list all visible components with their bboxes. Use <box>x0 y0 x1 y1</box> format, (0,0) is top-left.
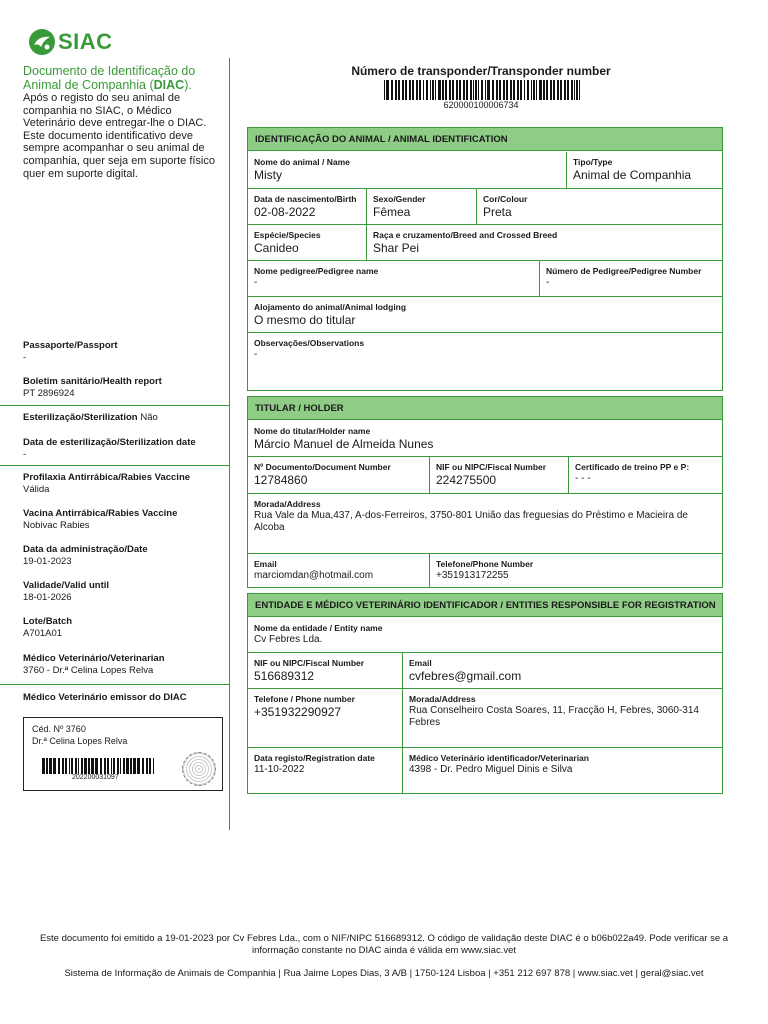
siac-logo-icon <box>28 28 56 56</box>
animal-type-cell: Tipo/Type Animal de Companhia <box>567 152 722 189</box>
breed-cell: Raça e cruzamento/Breed and Crossed Breed Shar Pei <box>367 225 722 261</box>
sterilization-date-field: Data de esterilização/Sterilization date - <box>23 437 196 460</box>
colour-cell: Cor/Colour Preta <box>477 189 722 225</box>
registration-date-cell: Data registo/Registration date 11-10-2022 <box>248 748 403 793</box>
diac-issuer-label: Médico Veterinário emissor do DIAC <box>23 692 187 703</box>
divider <box>0 465 229 466</box>
entity-nif-cell: NIF ou NIPC/Fiscal Number 516689312 <box>248 653 403 689</box>
passport-field: Passaporte/Passport - <box>23 340 118 363</box>
holder-name-cell: Nome do titular/Holder name Márcio Manuel de Almeida Nunes <box>248 421 722 457</box>
holder-phone-cell: Telefone/Phone Number +351913172255 <box>436 559 534 581</box>
stamp-ced: Céd. Nº 3760 <box>32 724 86 734</box>
transponder-number: 620000100006734 <box>443 100 519 110</box>
system-contact-footer: Sistema de Informação de Animais de Companhia | Rua Jaime Lopes Dias, 3 A/B | 1750-124 Lisboa | +351 212 697 878 | www.siac.vet | geral@siac.vet <box>64 968 704 979</box>
species-cell: Espécie/Species Canideo <box>248 225 367 261</box>
document-number-cell: Nº Documento/Document Number 12784860 <box>248 457 430 494</box>
animal-name-cell: Nome do animal / Name Misty <box>248 152 567 189</box>
stamp-barcode <box>42 758 154 774</box>
birth-date-cell: Data de nascimento/Birth 02-08-2022 <box>248 189 367 225</box>
transponder-barcode <box>384 80 580 100</box>
transponder-title: Número de transponder/Transponder number <box>351 64 611 78</box>
holder-nif-cell: NIF ou NIPC/Fiscal Number 224275500 <box>430 457 569 494</box>
entity-name-cell: Nome da entidade / Entity name Cv Febres Lda. <box>248 618 722 653</box>
sex-cell: Sexo/Gender Fêmea <box>367 189 477 225</box>
divider <box>0 405 229 406</box>
veterinarian-stamp <box>23 717 223 791</box>
pedigree-name-cell: Nome pedigree/Pedigree name - <box>248 261 540 297</box>
holder-address-cell: Morada/Address Rua Vale da Mua,437, A-dos-Ferreiros, 3750-801 União das freguesias do Préstimo e Macieira de Alcoba <box>248 494 722 554</box>
identifying-vet-cell: Médico Veterinário identificador/Veterinarian 4398 - Dr. Pedro Miguel Dinis e Silva <box>409 753 589 775</box>
section-header: IDENTIFICAÇÃO DO ANIMAL / ANIMAL IDENTIFICATION <box>248 128 722 151</box>
valid-until-field: Validade/Valid until 18-01-2026 <box>23 580 110 603</box>
section-header: TITULAR / HOLDER <box>248 397 722 420</box>
siac-logo <box>28 28 118 58</box>
entity-address-cell: Morada/Address Rua Conselheiro Costa Soares, 11, Fracção H, Febres, 3060-314 Febres <box>403 689 722 748</box>
sterilization-field: Esterilização/Sterilization Não <box>23 412 158 423</box>
holder-email-cell: Email marciomdan@hotmail.com <box>248 554 430 587</box>
entity-email-cell: Email cvfebres@gmail.com <box>403 653 722 689</box>
pedigree-number-cell: Número de Pedigree/Pedigree Number - <box>540 261 722 297</box>
administration-date-field: Data da administração/Date 19-01-2023 <box>23 544 148 567</box>
left-column-divider <box>229 58 230 830</box>
rabies-vaccine-field: Vacina Antirrábica/Rabies Vaccine Nobivac Rabies <box>23 508 178 531</box>
animal-identification-section <box>247 127 723 391</box>
observations-cell: Observações/Observations - <box>254 338 365 360</box>
document-title: Documento de Identificação do Animal de Companhia (DIAC). <box>23 64 196 92</box>
stamp-barcode-number: 202200031097 <box>72 774 119 781</box>
stamp-name: Dr.ª Celina Lopes Relva <box>32 736 128 746</box>
veterinarian-field: Médico Veterinário/Veterinarian 3760 - Dr.ª Celina Lopes Relva <box>23 653 165 676</box>
intro-text: Após o registo do seu animal de companhia no SIAC, o Médico Veterinário deve entregar-lhe o DIAC. Este documento identificativo deve sempre acompanhar o seu animal de companhia, quer seja em suporte físico quer em suporte digital. <box>23 92 215 180</box>
issue-notice: Este documento foi emitido a 19-01-2023 por Cv Febres Lda., com o NIF/NIPC 516689312. O código de validação deste DIAC é o b06b022a49. Pode verificar se a informação constante no DIAC ainda é válida em www.siac.vet <box>39 933 729 956</box>
divider <box>0 684 229 685</box>
section-header: ENTIDADE E MÉDICO VETERINÁRIO IDENTIFICADOR / ENTITIES RESPONSIBLE FOR REGISTRATION <box>248 594 722 617</box>
health-report-field: Boletim sanitário/Health report PT 2896924 <box>23 376 162 399</box>
holder-section <box>247 396 723 588</box>
batch-field: Lote/Batch A701A01 <box>23 616 73 639</box>
rabies-prophylaxis-field: Profilaxia Antirrábica/Rabies Vaccine Válida <box>23 472 191 495</box>
lodging-cell: Alojamento do animal/Animal lodging O mesmo do titular <box>248 297 722 333</box>
training-certificate-cell: Certificado de treino PP e P: - - - <box>569 457 722 494</box>
entity-section <box>247 593 723 794</box>
official-seal-icon <box>182 752 216 786</box>
logo-text: SIAC <box>58 29 113 54</box>
entity-phone-cell: Telefone / Phone number +351932290927 <box>248 689 403 748</box>
